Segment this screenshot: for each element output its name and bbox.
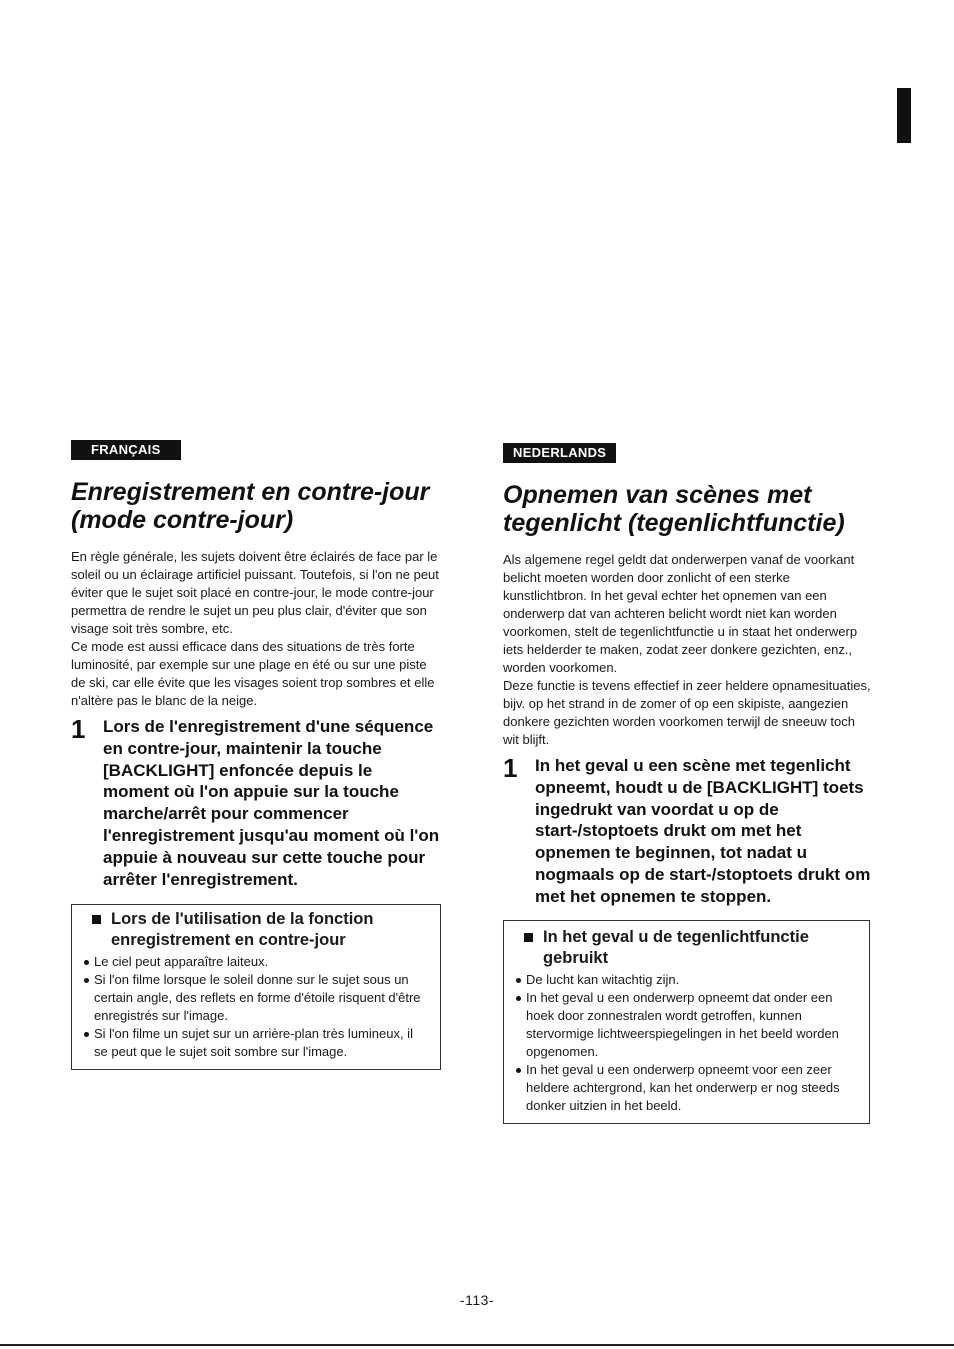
- list-item-text: In het geval u een onderwerp opneemt voor een zeer heldere achtergrond, kan het onderwerp er nog steeds donker uitzien in het beeld.: [526, 1061, 840, 1113]
- list-item-text: Si l'on filme un sujet sur un arrière-plan très lumineux, il se peut que le sujet soit sombre sur l'image.: [94, 1026, 413, 1060]
- language-tag-francais: FRANÇAIS: [71, 440, 181, 460]
- note-list: [82, 953, 430, 1061]
- note-box-francais: [71, 904, 441, 1070]
- list-item: [82, 1025, 430, 1061]
- section-edge-marker: [897, 88, 911, 143]
- list-item-text: De lucht kan witachtig zijn.: [526, 971, 680, 987]
- bullet-icon: [84, 1032, 89, 1037]
- step-number: 1: [503, 753, 518, 783]
- note-title: In het geval u de tegenlichtfunctie gebruikt: [543, 927, 809, 967]
- list-item: [82, 971, 430, 1025]
- black-square-icon: [524, 933, 533, 942]
- bullet-icon: [84, 978, 89, 983]
- intro-paragraph: En règle générale, les sujets doivent être éclairés de face par le soleil ou un éclairage artificiel puissant. Toutefois, si l'on ne peut éviter que le sujet soit placé en contre-jour, le mode contre-jour permettra de rendre le sujet un peu plus clair, d'éviter que son visage soit très sombre, etc.: [71, 549, 439, 636]
- list-item: [514, 989, 859, 1061]
- step-1-nederlands: [503, 755, 873, 908]
- note-list: [514, 971, 859, 1115]
- list-item-text: In het geval u een onderwerp opneemt dat onder een hoek door zonnestralen wordt getroffen, kunnen stervormige lichtweerspiegelingen in het beeld worden opgenomen.: [526, 989, 839, 1059]
- page-number: -113-: [459, 1292, 495, 1308]
- step-text: Lors de l'enregistrement d'une séquence en contre-jour, maintenir la touche [BACKLIGHT] enfoncée depuis le moment où l'on appuie sur la touche marche/arrêt pour commencer l'enregistrement jusqu'au moment où l'on appuie à nouveau sur cette touche pour arrêter l'enregistrement.: [103, 717, 440, 889]
- list-item: [514, 971, 859, 989]
- column-nederlands: [503, 443, 873, 1124]
- step-1-francais: [71, 716, 443, 890]
- intro-paragraph: Als algemene regel geldt dat onderwerpen vanaf de voorkant belicht moeten worden door zonlicht of een sterke kunstlichtbron. In het geval echter het opnemen van een onderwerp dat van achteren belicht wordt niet kan worden voorkomen, stelt de tegenlichtfunctie u in staat het onderwerp iets helderder te maken, zodat zeer donkere gezichten, enz., worden voorkomen.: [503, 552, 858, 675]
- note-header: [82, 909, 430, 951]
- note-title: Lors de l'utilisation de la fonction enregistrement en contre-jour: [111, 910, 374, 950]
- step-number: 1: [71, 714, 86, 744]
- black-square-icon: [92, 915, 101, 924]
- intro-paragraph: Deze functie is tevens effectief in zeer heldere opnamesituaties, bijv. op het strand in de zomer of op een skipiste, aangezien donkere gezichten worden voorkomen terwijl de sneeuw toch wit blijft.: [503, 678, 871, 747]
- list-item-text: Si l'on filme lorsque le soleil donne sur le sujet sous un certain angle, des reflets en forme d'étoile risquent d'être enregistrés sur l'image.: [94, 972, 421, 1024]
- intro-text-nederlands: [503, 551, 873, 749]
- section-title-francais: Enregistrement en contre-jour (mode contre-jour): [71, 478, 430, 534]
- intro-text-francais: [71, 548, 443, 710]
- bullet-icon: [516, 1068, 521, 1073]
- list-item: [514, 1061, 859, 1115]
- bullet-icon: [516, 978, 521, 983]
- note-box-nederlands: [503, 920, 870, 1124]
- column-francais: [71, 440, 443, 1070]
- note-header: [514, 927, 859, 969]
- intro-paragraph: Ce mode est aussi efficace dans des situations de très forte luminosité, par exemple sur une plage en été ou sur une piste de ski, car elle évite que les visages soient trop sombres et elle n'altère pas le blanc de la neige.: [71, 639, 435, 708]
- section-title-nederlands: Opnemen van scènes met tegenlicht (tegenlichtfunctie): [503, 481, 845, 537]
- language-tag-nederlands: NEDERLANDS: [503, 443, 616, 463]
- list-item: [82, 953, 430, 971]
- bottom-rule: [0, 1344, 954, 1346]
- bullet-icon: [84, 960, 89, 965]
- list-item-text: Le ciel peut apparaître laiteux.: [94, 954, 269, 970]
- bullet-icon: [516, 996, 521, 1001]
- step-text: In het geval u een scène met tegenlicht opneemt, houdt u de [BACKLIGHT] toets ingedrukt van voordat u op de start-/stoptoets drukt om met het opnemen te beginnen, tot nadat u nogmaals op de start-/stoptoets drukt om met het opnemen te stoppen.: [535, 756, 871, 906]
